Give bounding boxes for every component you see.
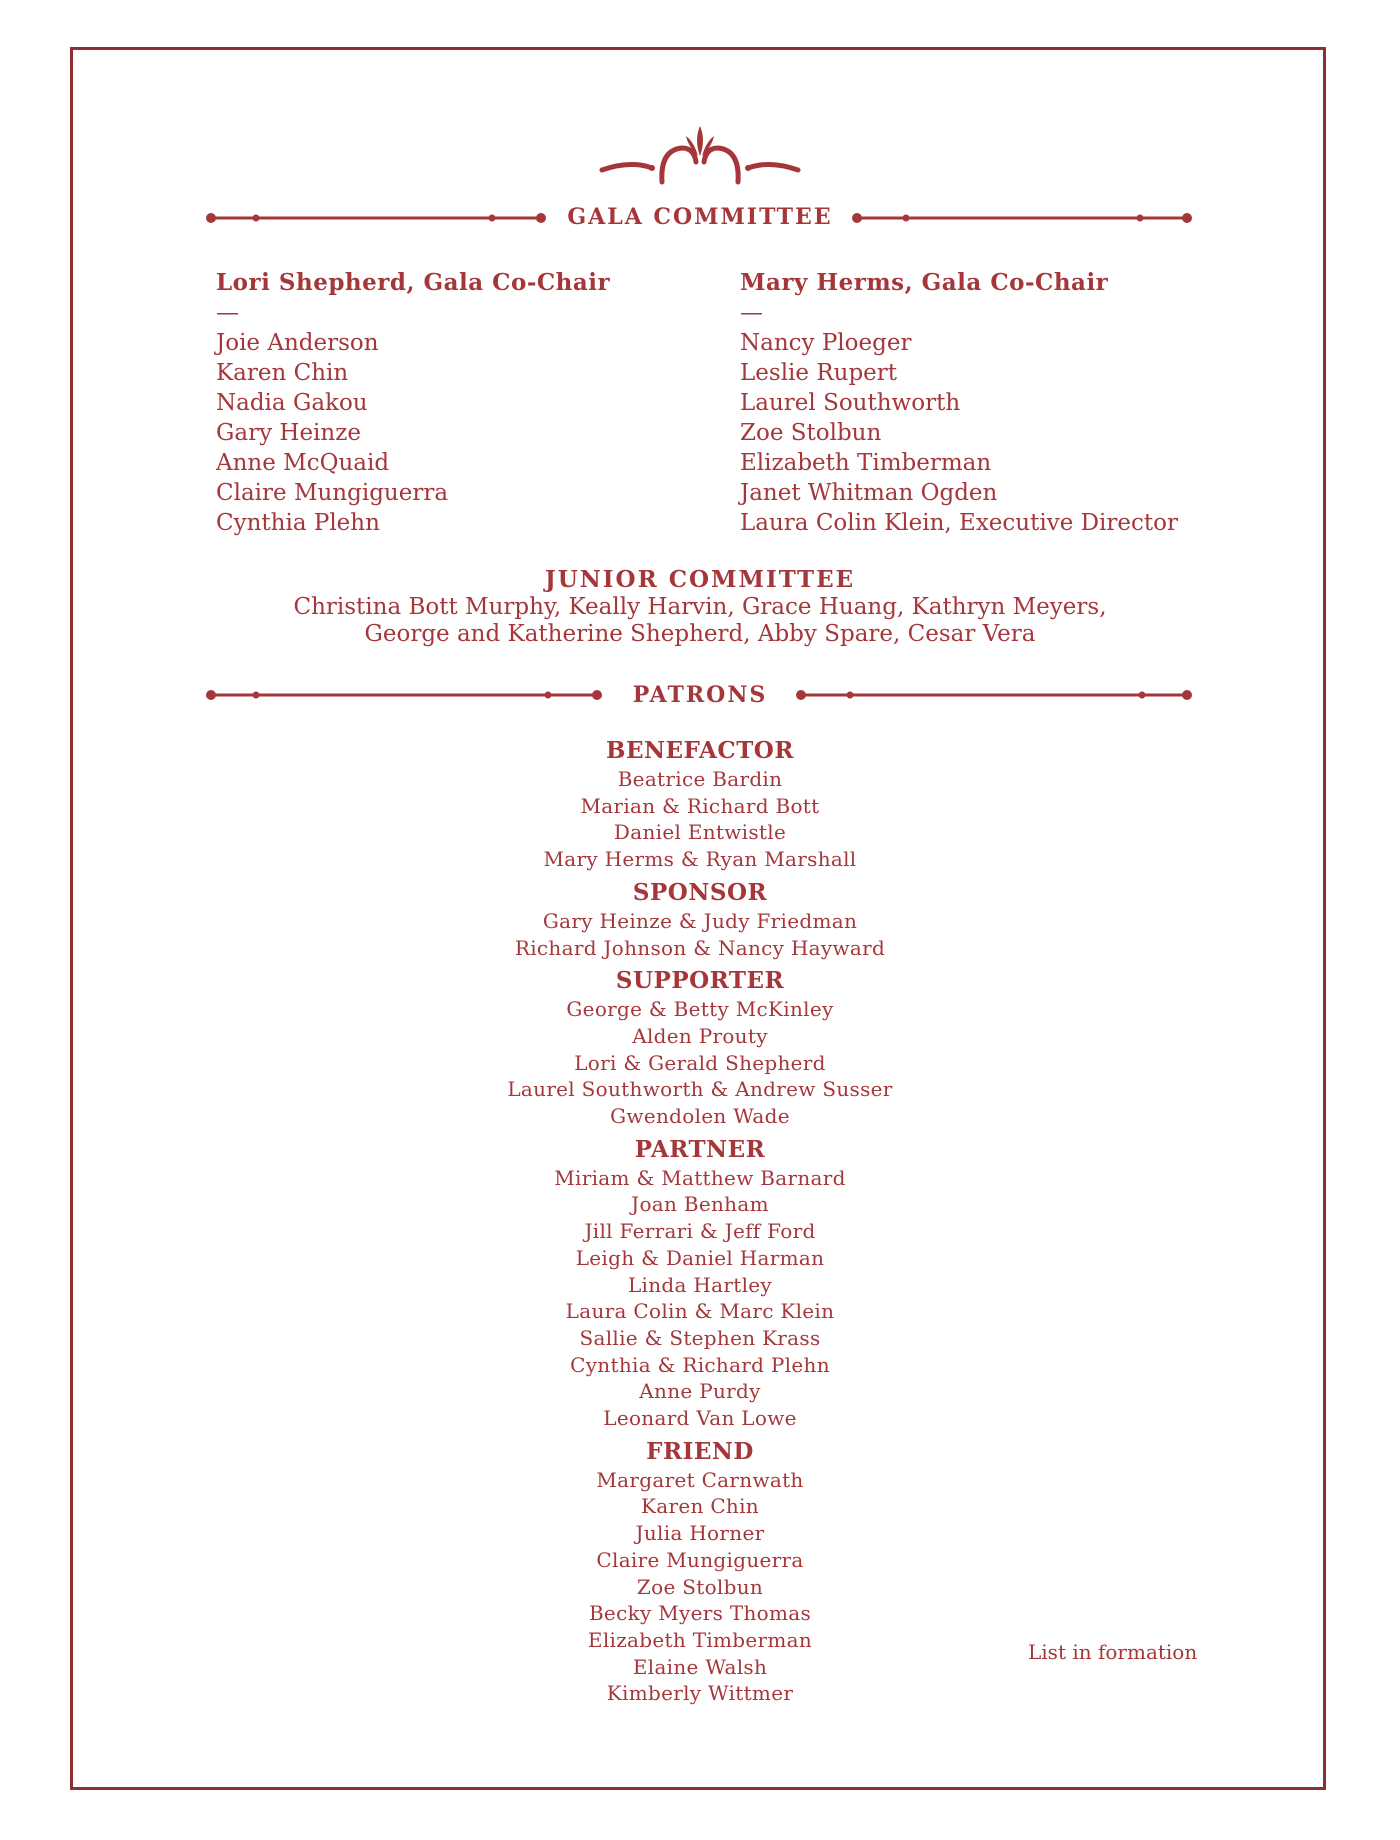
tier-title: SPONSOR [632,878,768,906]
patrons-title: PATRONS [632,682,768,708]
committee-member: Laurel Southworth [740,390,961,416]
committee-member: Leslie Rupert [740,360,898,386]
patron-name: Mary Herms & Ryan Marshall [543,847,857,872]
tier-supporter [0,966,1400,1130]
patron-name: Karen Chin [641,1494,759,1519]
junior-committee-line: Christina Bott Murphy, Keally Harvin, Grace Huang, Kathryn Meyers, [293,594,1107,620]
patron-name: Linda Hartley [627,1272,773,1297]
patron-name: Laurel Southworth & Andrew Susser [507,1077,893,1102]
tier-partner [0,1135,1400,1432]
committee-member: Karen Chin [216,360,349,386]
patron-name: Kimberly Wittmer [606,1681,794,1706]
patron-name: Gary Heinze & Judy Friedman [542,908,858,933]
flourish-ornament-icon [590,118,810,188]
patron-name: Miriam & Matthew Barnard [554,1165,846,1190]
patron-name: Daniel Entwistle [613,820,787,845]
dash-separator: — [216,300,239,326]
tier-sponsor [0,878,1400,961]
patron-name: Beatrice Bardin [617,767,783,791]
junior-committee-title: JUNIOR COMMITTEE [544,566,856,593]
patron-tiers [0,736,1400,1712]
committee-member: Zoe Stolbun [740,420,882,446]
patron-name: Lori & Gerald Shepherd [574,1050,826,1075]
co-chair-name: Lori Shepherd, Gala Co-Chair [216,269,611,296]
patron-name: Elizabeth Timberman [587,1627,813,1652]
committee-member: Elizabeth Timberman [740,450,992,476]
tier-friend [0,1437,1400,1707]
committee-left-column [216,268,610,538]
list-in-formation-note: List in formation [1028,1640,1198,1664]
patron-name: Gwendolen Wade [610,1104,790,1129]
patron-name: George & Betty McKinley [566,997,834,1022]
committee-member: Laura Colin Klein, Executive Director [740,510,1178,536]
tier-benefactor [0,736,1400,873]
patron-name: Zoe Stolbun [636,1574,764,1599]
patron-name: Joan Benham [631,1192,769,1217]
patron-name: Elaine Walsh [632,1654,768,1679]
committee-member: Nadia Gakou [216,390,368,416]
patron-name: Julia Horner [635,1521,765,1546]
committee-member: Nancy Ploeger [740,330,912,356]
patron-name: Laura Colin & Marc Klein [565,1299,835,1324]
patron-name: Alden Prouty [632,1023,768,1048]
tier-title: PARTNER [634,1135,766,1163]
committee-member: Cynthia Plehn [216,510,380,536]
patron-name: Anne Purdy [639,1379,761,1404]
patron-name: Leonard Van Lowe [603,1406,797,1431]
committee-member: Claire Mungiguerra [216,480,449,506]
co-chair-name: Mary Herms, Gala Co-Chair [740,269,1109,296]
committee-member: Anne McQuaid [216,450,390,476]
committee-member: Gary Heinze [216,420,361,446]
committee-right-column [740,268,1178,538]
patron-name: Becky Myers Thomas [588,1601,812,1626]
committee-member: Janet Whitman Ogden [740,480,998,506]
dash-separator: — [740,300,763,326]
patron-name: Marian & Richard Bott [580,793,820,818]
tier-title: SUPPORTER [615,967,785,995]
patron-name: Cynthia & Richard Plehn [570,1352,830,1377]
patron-name: Margaret Carnwath [596,1467,804,1492]
patron-name: Claire Mungiguerra [596,1547,804,1572]
patron-name: Leigh & Daniel Harman [575,1245,825,1270]
tier-title: FRIEND [646,1437,754,1465]
patron-name: Jill Ferrari & Jeff Ford [584,1219,816,1244]
committee-member: Joie Anderson [216,330,379,356]
junior-committee-line: George and Katherine Shepherd, Abby Spare, Cesar Vera [364,621,1036,647]
tier-title: BENEFACTOR [606,737,794,764]
patron-name: Sallie & Stephen Krass [579,1325,821,1350]
patron-name: Richard Johnson & Nancy Hayward [514,935,886,960]
gala-committee-title: GALA COMMITTEE [567,204,833,230]
